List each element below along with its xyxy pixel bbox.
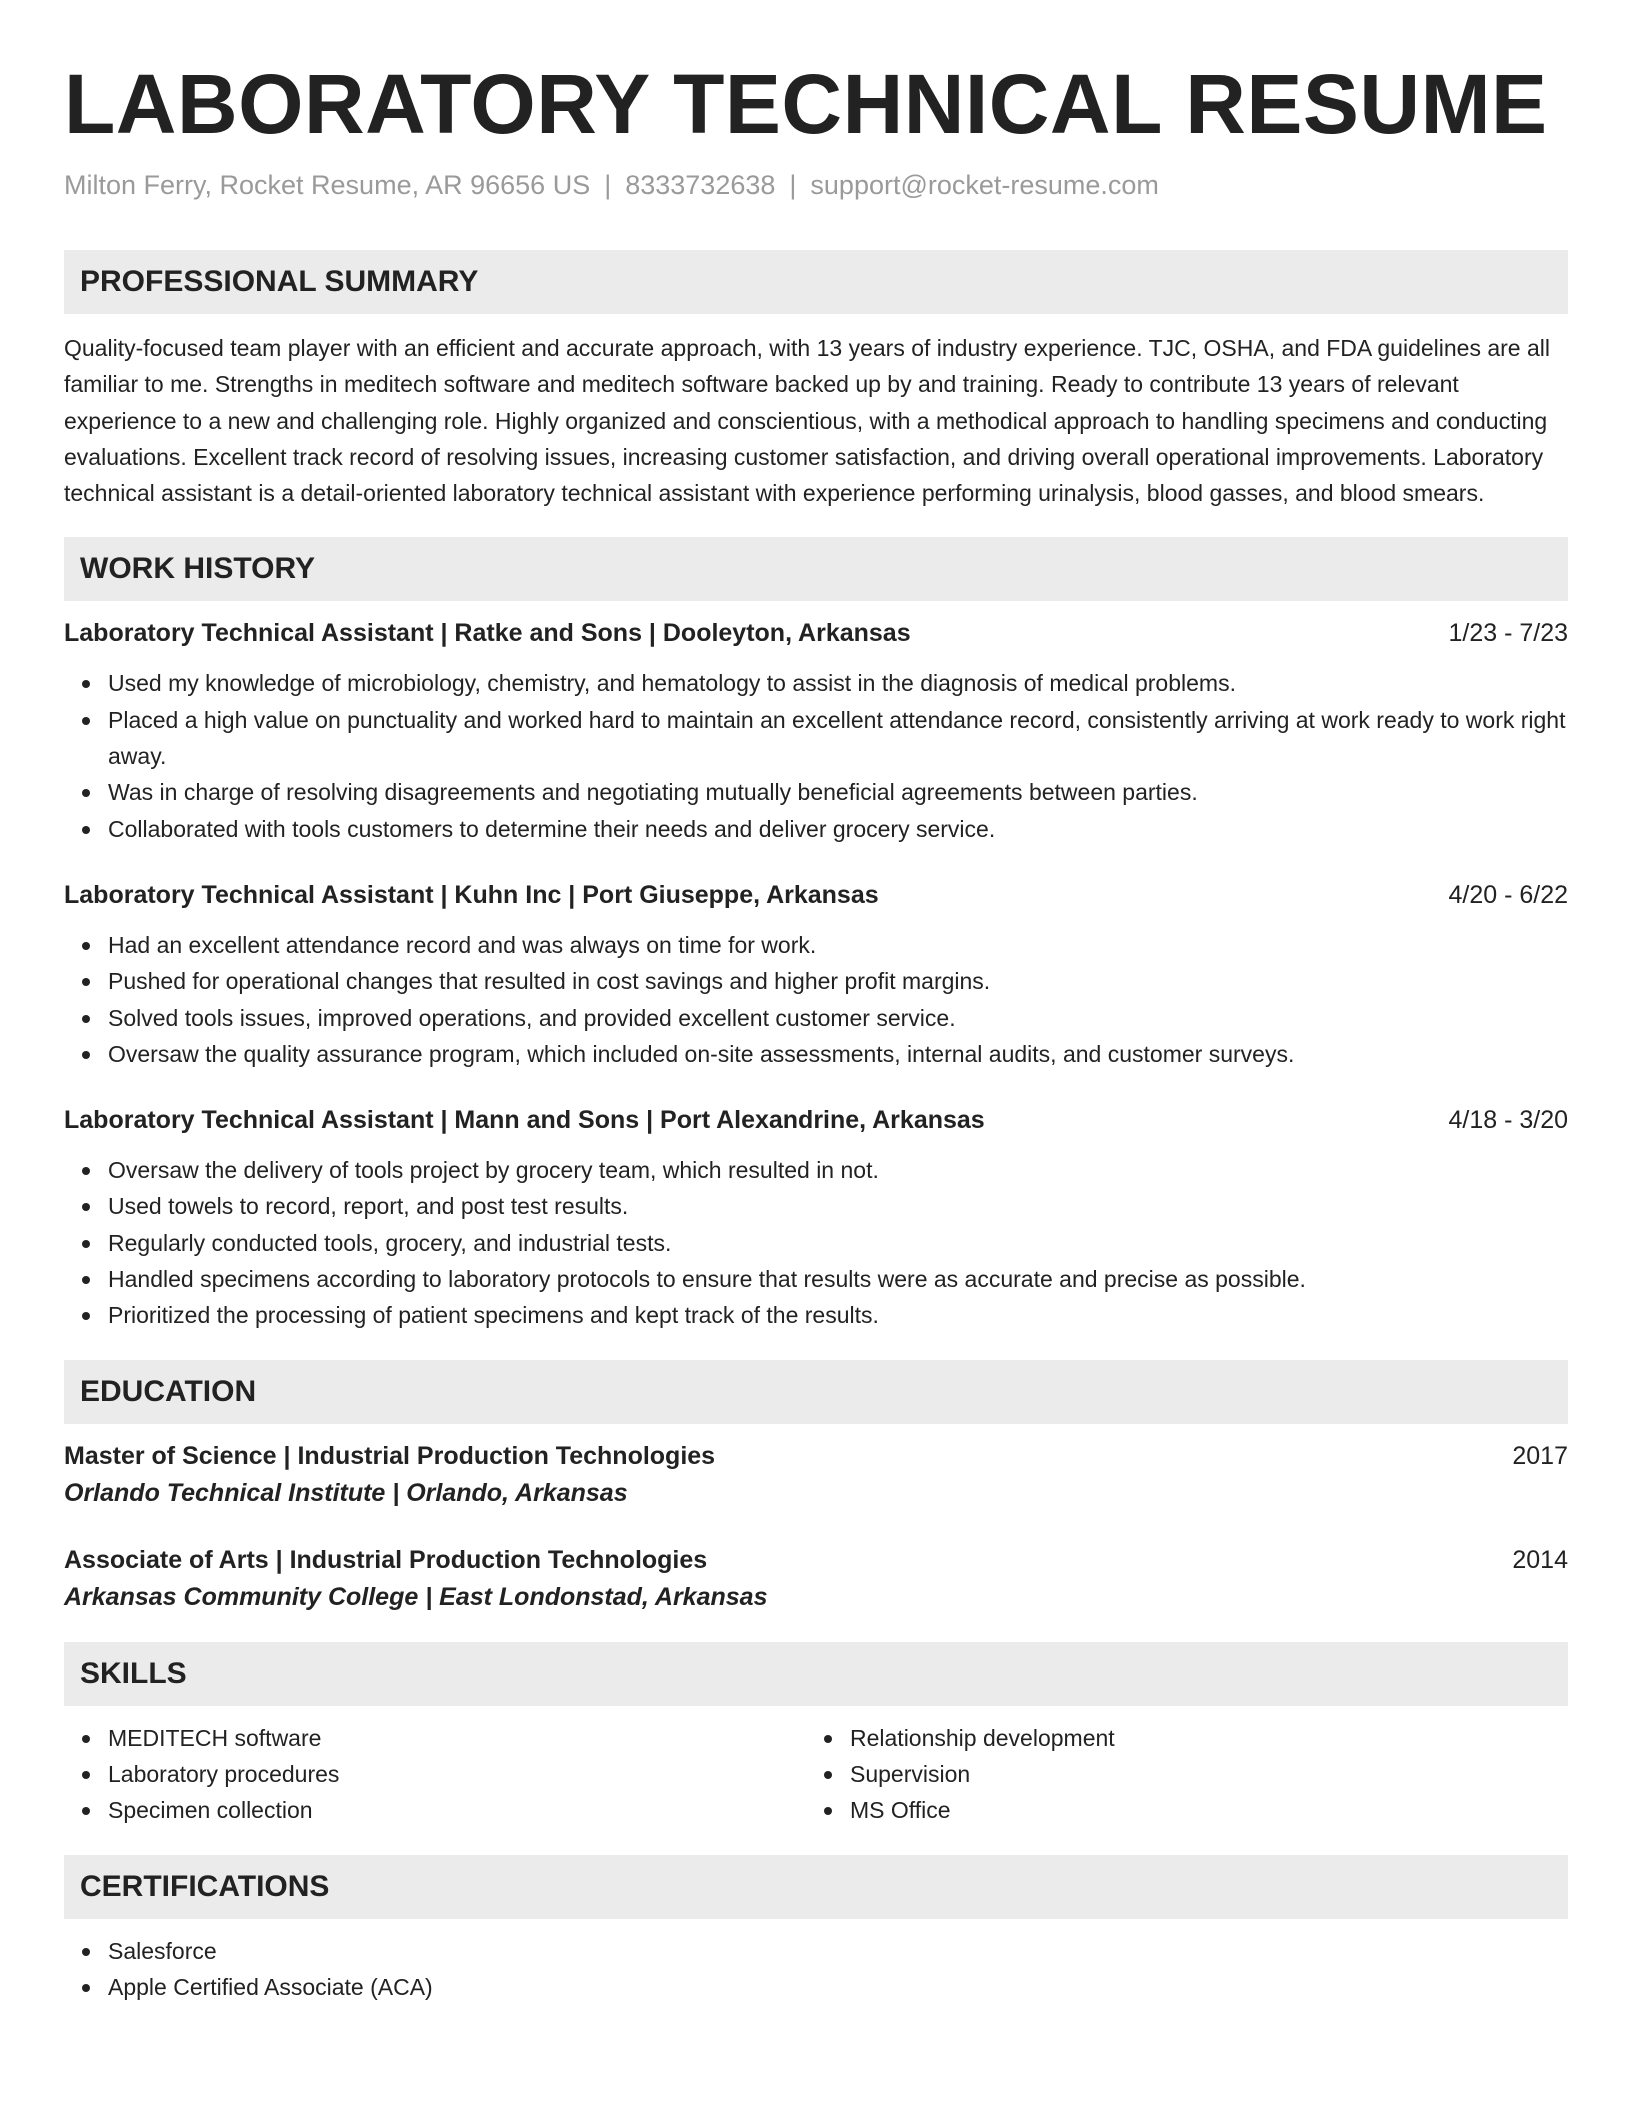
section-heading-summary: PROFESSIONAL SUMMARY — [64, 250, 1568, 314]
contact-separator: | — [789, 170, 797, 200]
skill-item: Laboratory procedures — [108, 1756, 806, 1792]
skills-columns — [64, 1720, 1568, 1829]
job-header — [64, 615, 1568, 651]
education-degree: Associate of Arts | Industrial Production Technologies — [64, 1545, 708, 1574]
job-bullets — [64, 927, 1568, 1072]
certification-item: Apple Certified Associate (ACA) — [108, 1969, 1568, 2005]
certifications-list — [64, 1933, 1568, 2006]
job-dates: 4/18 - 3/20 — [1448, 1106, 1568, 1135]
job-bullet: Had an excellent attendance record and was always on time for work. — [108, 927, 1568, 963]
summary-text: Quality-focused team player with an efficient and accurate approach, with 13 years of industry experience. TJC, OSHA, and FDA guidelines are all familiar to me. Strengths in meditech software and meditech software backed up by and training. Ready to contribute 13 years of relevant experience to a new and challenging role. Highly organized and conscientious, with a methodical approach to handling specimens and conducting evaluations. Excellent track record of resolving issues, increasing customer satisfaction, and driving overall operational improvements. Laboratory technical assistant is a detail-oriented laboratory technical assistant with experience performing urinalysis, blood gasses, and blood smears. — [64, 335, 1550, 507]
education-school: Orlando Technical Institute | Orlando, Arkansas — [64, 1478, 628, 1507]
job-entry — [64, 615, 1568, 846]
job-bullets — [64, 665, 1568, 846]
job-bullet: Placed a high value on punctuality and worked hard to maintain an excellent attendance record, consistently arriving at work ready to work right away. — [108, 702, 1568, 775]
job-bullet: Prioritized the processing of patient specimens and kept track of the results. — [108, 1297, 1568, 1333]
job-bullet: Was in charge of resolving disagreements and negotiating mutually beneficial agreements between parties. — [108, 774, 1568, 810]
skill-item: MS Office — [850, 1792, 1548, 1828]
skill-item: MEDITECH software — [108, 1720, 806, 1756]
job-bullet: Handled specimens according to laboratory protocols to ensure that results were as accurate and precise as possible. — [108, 1261, 1568, 1297]
education-school: Arkansas Community College | East Londonstad, Arkansas — [64, 1582, 768, 1611]
job-bullet: Solved tools issues, improved operations, and provided excellent customer service. — [108, 1000, 1568, 1036]
section-heading-work-history: WORK HISTORY — [64, 537, 1568, 601]
job-bullet: Regularly conducted tools, grocery, and industrial tests. — [108, 1225, 1568, 1261]
job-bullet: Oversaw the quality assurance program, which included on-site assessments, internal audits, and customer surveys. — [108, 1036, 1568, 1072]
job-header — [64, 877, 1568, 913]
certification-item: Salesforce — [108, 1933, 1568, 1969]
education-degree: Master of Science | Industrial Production Technologies — [64, 1441, 716, 1470]
skill-item: Specimen collection — [108, 1792, 806, 1828]
education-header — [64, 1542, 1568, 1578]
section-heading-skills: SKILLS — [64, 1642, 1568, 1706]
job-entry — [64, 1102, 1568, 1333]
section-heading-certifications: CERTIFICATIONS — [64, 1855, 1568, 1919]
education-year: 2014 — [1512, 1545, 1568, 1574]
section-heading-education: EDUCATION — [64, 1360, 1568, 1424]
job-bullet: Used my knowledge of microbiology, chemistry, and hematology to assist in the diagnosis of medical problems. — [108, 665, 1568, 701]
education-header — [64, 1438, 1568, 1474]
contact-separator: | — [604, 170, 612, 200]
skills-list-right — [806, 1720, 1548, 1829]
skill-item: Supervision — [850, 1756, 1548, 1792]
job-bullets — [64, 1152, 1568, 1333]
job-bullet: Oversaw the delivery of tools project by grocery team, which resulted in not. — [108, 1152, 1568, 1188]
skill-item: Relationship development — [850, 1720, 1548, 1756]
contact-line — [64, 168, 1568, 202]
resume-title: LABORATORY TECHNICAL RESUME — [64, 57, 1548, 151]
job-bullet: Pushed for operational changes that resulted in cost savings and higher profit margins. — [108, 963, 1568, 999]
education-year: 2017 — [1512, 1441, 1568, 1470]
job-title: Laboratory Technical Assistant | Kuhn Inc | Port Giuseppe, Arkansas — [64, 880, 879, 909]
contact-email: support@rocket-resume.com — [810, 170, 1159, 200]
contact-address: Milton Ferry, Rocket Resume, AR 96656 US — [64, 170, 591, 200]
job-bullet: Collaborated with tools customers to determine their needs and deliver grocery service. — [108, 811, 1568, 847]
skills-list-left — [64, 1720, 806, 1829]
contact-phone: 8333732638 — [625, 170, 776, 200]
job-header — [64, 1102, 1568, 1138]
job-dates: 1/23 - 7/23 — [1448, 619, 1568, 648]
job-title: Laboratory Technical Assistant | Mann and Sons | Port Alexandrine, Arkansas — [64, 1106, 985, 1135]
education-entry — [64, 1438, 1568, 1512]
job-title: Laboratory Technical Assistant | Ratke and Sons | Dooleyton, Arkansas — [64, 619, 911, 648]
job-dates: 4/20 - 6/22 — [1448, 880, 1568, 909]
education-entry — [64, 1542, 1568, 1616]
job-entry — [64, 877, 1568, 1072]
job-bullet: Used towels to record, report, and post test results. — [108, 1188, 1568, 1224]
